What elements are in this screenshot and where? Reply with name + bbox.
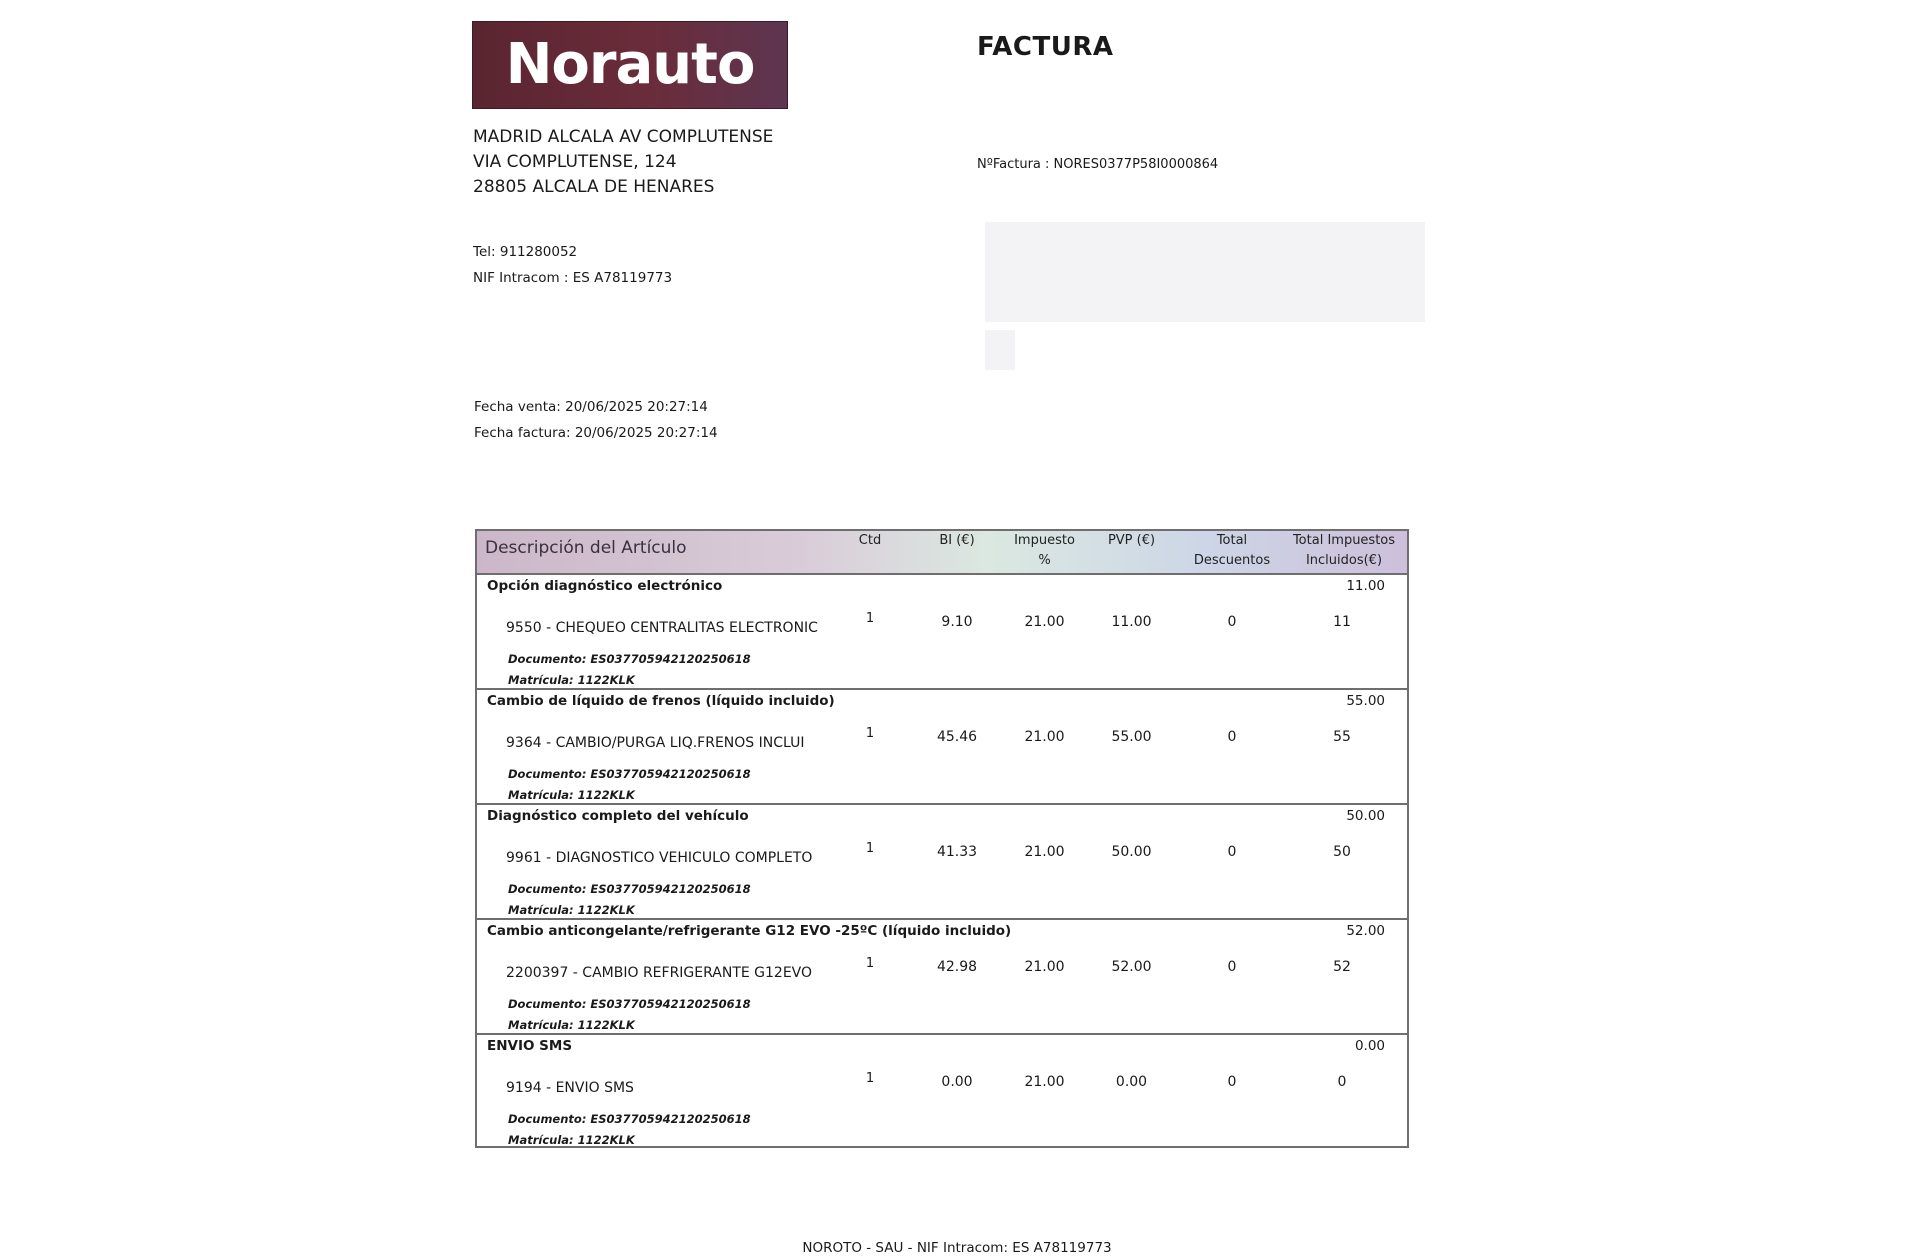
item-document: Documento: ES037705942120250618 bbox=[508, 1112, 751, 1126]
store-line-3: 28805 ALCALA DE HENARES bbox=[473, 177, 715, 197]
redacted-area bbox=[985, 222, 1425, 322]
item-quantity: 1 bbox=[865, 611, 875, 626]
item-line: 9550 - CHEQUEO CENTRALITAS ELECTRONIC bbox=[506, 620, 818, 636]
item-pvp: 0.00 bbox=[1115, 1074, 1148, 1090]
store-address bbox=[473, 125, 773, 200]
header-total-line2: Incluidos(€) bbox=[1305, 553, 1383, 568]
item-tax: 21.00 bbox=[1024, 1074, 1065, 1090]
item-base: 0.00 bbox=[941, 1074, 973, 1090]
items-table bbox=[475, 529, 1409, 1148]
header-base: BI (€) bbox=[939, 533, 975, 548]
store-contact bbox=[473, 239, 672, 291]
header-quantity: Ctd bbox=[858, 533, 882, 548]
logo-text: Norauto bbox=[505, 32, 755, 97]
item-plate: Matrícula: 1122KLK bbox=[508, 1018, 635, 1032]
item-title: Diagnóstico completo del vehículo bbox=[487, 808, 749, 824]
item-tax: 21.00 bbox=[1024, 844, 1065, 860]
store-line-2: VIA COMPLUTENSE, 124 bbox=[473, 152, 677, 172]
item-total: 50 bbox=[1333, 844, 1351, 860]
header-discounts bbox=[1182, 531, 1282, 571]
item-discount: 0 bbox=[1227, 844, 1237, 860]
item-quantity: 1 bbox=[865, 1071, 875, 1086]
header-tax bbox=[1002, 531, 1087, 571]
header-tax-unit: % bbox=[1038, 553, 1051, 568]
header-tax-label: Impuesto bbox=[1014, 533, 1075, 548]
header-discounts-line1: Total bbox=[1216, 533, 1248, 548]
item-base: 9.10 bbox=[941, 614, 973, 630]
item-tax: 21.00 bbox=[1024, 959, 1065, 975]
item-total: 52 bbox=[1333, 959, 1351, 975]
header-total bbox=[1285, 531, 1403, 571]
table-row bbox=[477, 803, 1407, 920]
table-row bbox=[477, 1033, 1407, 1148]
item-group-total: 0.00 bbox=[1354, 1038, 1385, 1054]
invoice-dates bbox=[474, 394, 718, 446]
item-discount: 0 bbox=[1227, 614, 1237, 630]
item-document: Documento: ES037705942120250618 bbox=[508, 997, 751, 1011]
item-tax: 21.00 bbox=[1024, 729, 1065, 745]
item-document: Documento: ES037705942120250618 bbox=[508, 882, 751, 896]
item-group-total: 55.00 bbox=[1346, 693, 1385, 709]
item-title: Cambio de líquido de frenos (líquido incluido) bbox=[487, 693, 835, 709]
item-base: 41.33 bbox=[936, 844, 978, 860]
table-row bbox=[477, 688, 1407, 805]
item-group-total: 50.00 bbox=[1346, 808, 1385, 824]
item-total: 55 bbox=[1333, 729, 1351, 745]
item-title: Opción diagnóstico electrónico bbox=[487, 578, 723, 594]
item-title: Cambio anticongelante/refrigerante G12 EVO -25ºC (líquido incluido) bbox=[487, 923, 1012, 939]
item-document: Documento: ES037705942120250618 bbox=[508, 767, 751, 781]
item-total: 0 bbox=[1337, 1074, 1347, 1090]
item-group-total: 52.00 bbox=[1346, 923, 1385, 939]
item-line: 9961 - DIAGNOSTICO VEHICULO COMPLETO bbox=[506, 850, 813, 866]
footer-text: NOROTO - SAU - NIF Intracom: ES A78119773 bbox=[802, 1240, 1112, 1256]
header-discounts-line2: Descuentos bbox=[1193, 553, 1271, 568]
item-title: ENVIO SMS bbox=[487, 1038, 573, 1054]
sale-date: Fecha venta: 20/06/2025 20:27:14 bbox=[474, 399, 708, 415]
table-row bbox=[477, 573, 1407, 690]
store-line-1: MADRID ALCALA AV COMPLUTENSE bbox=[473, 127, 774, 147]
item-document: Documento: ES037705942120250618 bbox=[508, 652, 751, 666]
item-discount: 0 bbox=[1227, 1074, 1237, 1090]
item-discount: 0 bbox=[1227, 959, 1237, 975]
item-line: 9194 - ENVIO SMS bbox=[506, 1080, 634, 1096]
invoice-date: Fecha factura: 20/06/2025 20:27:14 bbox=[474, 425, 718, 441]
item-quantity: 1 bbox=[865, 726, 875, 741]
table-row bbox=[477, 918, 1407, 1035]
item-base: 45.46 bbox=[936, 729, 978, 745]
document-title: FACTURA bbox=[977, 32, 1114, 62]
header-total-line1: Total Impuestos bbox=[1292, 533, 1396, 548]
header-pvp: PVP (€) bbox=[1107, 533, 1156, 548]
table-header bbox=[477, 531, 1407, 575]
item-base: 42.98 bbox=[936, 959, 978, 975]
item-plate: Matrícula: 1122KLK bbox=[508, 673, 635, 687]
item-plate: Matrícula: 1122KLK bbox=[508, 1133, 635, 1147]
header-description: Descripción del Artículo bbox=[485, 538, 687, 558]
item-tax: 21.00 bbox=[1024, 614, 1065, 630]
item-pvp: 50.00 bbox=[1111, 844, 1152, 860]
item-pvp: 52.00 bbox=[1111, 959, 1152, 975]
footer bbox=[0, 1240, 1920, 1256]
item-discount: 0 bbox=[1227, 729, 1237, 745]
store-nif: NIF Intracom : ES A78119773 bbox=[473, 270, 673, 286]
redacted-area bbox=[985, 330, 1015, 370]
item-quantity: 1 bbox=[865, 841, 875, 856]
item-plate: Matrícula: 1122KLK bbox=[508, 903, 635, 917]
item-total: 11 bbox=[1333, 614, 1351, 630]
item-line: 9364 - CAMBIO/PURGA LIQ.FRENOS INCLUI bbox=[506, 735, 805, 751]
item-pvp: 11.00 bbox=[1111, 614, 1152, 630]
item-line: 2200397 - CAMBIO REFRIGERANTE G12EVO bbox=[506, 965, 813, 981]
norauto-logo bbox=[472, 21, 788, 109]
item-group-total: 11.00 bbox=[1346, 578, 1385, 594]
item-plate: Matrícula: 1122KLK bbox=[508, 788, 635, 802]
item-pvp: 55.00 bbox=[1111, 729, 1152, 745]
store-phone: Tel: 911280052 bbox=[473, 244, 578, 260]
item-quantity: 1 bbox=[865, 956, 875, 971]
invoice-number: NºFactura : NORES0377P58I0000864 bbox=[977, 157, 1219, 172]
